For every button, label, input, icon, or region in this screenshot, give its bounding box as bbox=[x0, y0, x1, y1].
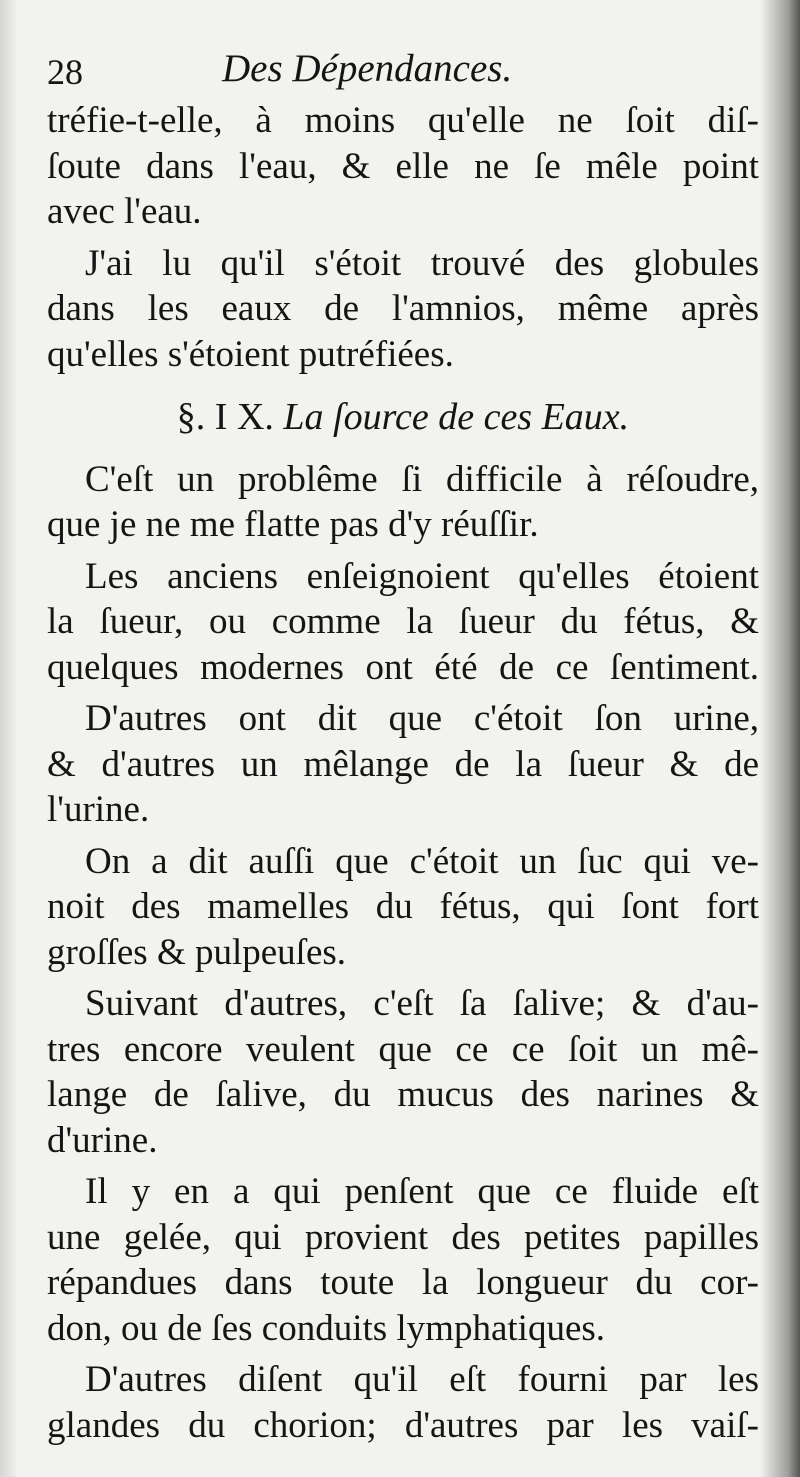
text-line: D'autres diſent qu'il eſt fourni par les bbox=[85, 1359, 759, 1400]
text-line: tréfie-t-elle, à moins qu'elle ne ſoit diſ- bbox=[47, 100, 759, 141]
page-edge-shadow bbox=[760, 0, 800, 1477]
paragraph bbox=[47, 839, 759, 976]
text-line: quelques modernes ont été de ce ſentiment. bbox=[47, 646, 759, 688]
paragraph bbox=[47, 981, 759, 1163]
text-line: J'ai lu qu'il s'étoit trouvé des globules bbox=[85, 242, 759, 284]
paragraph bbox=[47, 554, 759, 691]
paragraph bbox=[47, 1357, 759, 1448]
text-line: Suivant d'autres, c'eſt ſa ſalive; & d'au- bbox=[85, 983, 759, 1024]
section-heading bbox=[47, 395, 759, 441]
text-line: ſoute dans l'eau, & elle ne ſe mêle point bbox=[47, 145, 759, 187]
text-line: dans les eaux de l'amnios, même après bbox=[47, 288, 759, 329]
paragraph bbox=[47, 696, 759, 833]
paragraph bbox=[47, 457, 759, 548]
section-number: §. I X. bbox=[176, 396, 274, 438]
text-line: Il y en a qui penſent que ce fluide eſt bbox=[85, 1171, 759, 1212]
text-line: avec l'eau. bbox=[47, 191, 202, 232]
section-title: La ſource de ces Eaux. bbox=[283, 396, 630, 438]
text-line: tres encore veulent que ce ce ſoit un mê- bbox=[47, 1028, 759, 1070]
text-line: & d'autres un mêlange de la ſueur & de bbox=[47, 743, 759, 785]
text-line: l'urine. bbox=[47, 789, 150, 830]
running-title: Des Dépendances. bbox=[222, 47, 513, 90]
page-gutter-shadow bbox=[0, 0, 18, 1477]
text-line: d'urine. bbox=[47, 1119, 158, 1161]
page-number: 28 bbox=[47, 52, 83, 92]
text-line: C'eſt un problême ſi difficile à réſoudre, bbox=[85, 458, 759, 500]
text-line: glandes du chorion; d'autres par les vaiſ- bbox=[47, 1404, 759, 1446]
text-line: répandues dans toute la longueur du cor- bbox=[47, 1262, 759, 1303]
page-text-block bbox=[47, 40, 759, 1448]
text-line: lange de ſalive, du mucus des narines & bbox=[47, 1074, 759, 1115]
text-line: D'autres ont dit que c'étoit ſon urine, bbox=[85, 698, 759, 739]
text-line: noit des mamelles du fétus, qui ſont fort bbox=[47, 886, 759, 927]
text-line: On a dit auſſi que c'étoit un ſuc qui ve- bbox=[85, 840, 759, 882]
paragraph bbox=[47, 241, 759, 378]
text-line: don, ou de ſes conduits lymphatiques. bbox=[47, 1307, 606, 1349]
text-line: Les anciens enſeignoient qu'elles étoient bbox=[85, 555, 759, 597]
paragraph bbox=[47, 98, 759, 235]
text-line: groſſes & pulpeuſes. bbox=[47, 931, 347, 973]
text-line: que je ne me flatte pas d'y réuſſir. bbox=[47, 504, 539, 545]
paragraph bbox=[47, 1169, 759, 1351]
page-header bbox=[47, 40, 759, 98]
text-line: qu'elles s'étoient putréfiées. bbox=[47, 333, 454, 375]
text-line: une gelée, qui provient des petites papilles bbox=[47, 1216, 759, 1258]
text-line: la ſueur, ou comme la ſueur du fétus, & bbox=[47, 601, 759, 642]
